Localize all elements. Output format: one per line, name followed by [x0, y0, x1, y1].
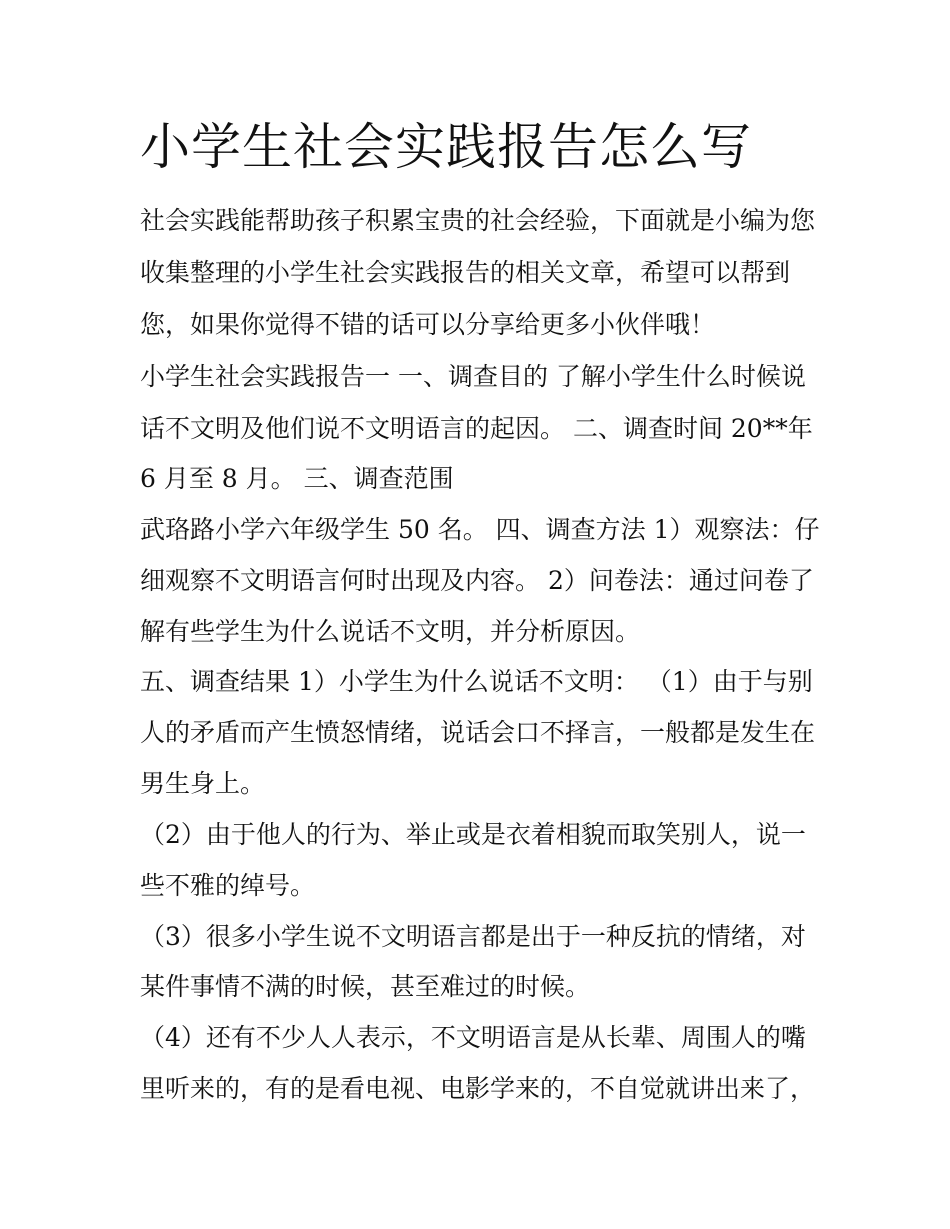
- paragraph-line: 五、调查结果 1）小学生为什么说话不文明： （1）由于与别: [140, 667, 813, 696]
- paragraph-line: 解有些学生为什么说话不文明，并分析原因。: [140, 617, 641, 646]
- paragraph-line: 社会实践能帮助孩子积累宝贵的社会经验，下面就是小编为您: [140, 206, 816, 235]
- paragraph-line: 里听来的，有的是看电视、电影学来的，不自觉就讲出来了，: [140, 1074, 816, 1103]
- paragraph-line: 小学生社会实践报告一 一、调查目的 了解小学生什么时候说: [140, 362, 806, 391]
- paragraph-line: （4）还有不少人人表示，不文明语言是从长辈、周围人的嘴: [140, 1023, 806, 1052]
- paragraph-line: 话不文明及他们说不文明语言的起因。 二、调查时间 20**年: [140, 414, 813, 443]
- paragraph-line: （3）很多小学生说不文明语言都是出于一种反抗的情绪，对: [140, 922, 806, 951]
- paragraph-line: 人的矛盾而产生愤怒情绪，说话会口不择言，一般都是发生在: [140, 718, 816, 747]
- paragraph-line: 细观察不文明语言何时出现及内容。 2）问卷法：通过问卷了: [140, 566, 814, 595]
- paragraph-line: 您，如果你觉得不错的话可以分享给更多小伙伴哦！: [140, 310, 716, 339]
- paragraph-line: 武珞路小学六年级学生 50 名。 四、调查方法 1）观察法：仔: [140, 515, 820, 544]
- paragraph-line: （2）由于他人的行为、举止或是衣着相貌而取笑别人，说一: [140, 820, 806, 849]
- paragraph-line: 收集整理的小学生社会实践报告的相关文章，希望可以帮到: [140, 258, 791, 287]
- document-title: 小学生社会实践报告怎么写: [140, 118, 752, 176]
- paragraph-line: 男生身上。: [140, 769, 266, 798]
- paragraph-line: 某件事情不满的时候，甚至难过的时候。: [140, 972, 591, 1001]
- paragraph-line: 6 月至 8 月。 三、调查范围: [140, 464, 454, 493]
- paragraph-line: 些不雅的绰号。: [140, 871, 316, 900]
